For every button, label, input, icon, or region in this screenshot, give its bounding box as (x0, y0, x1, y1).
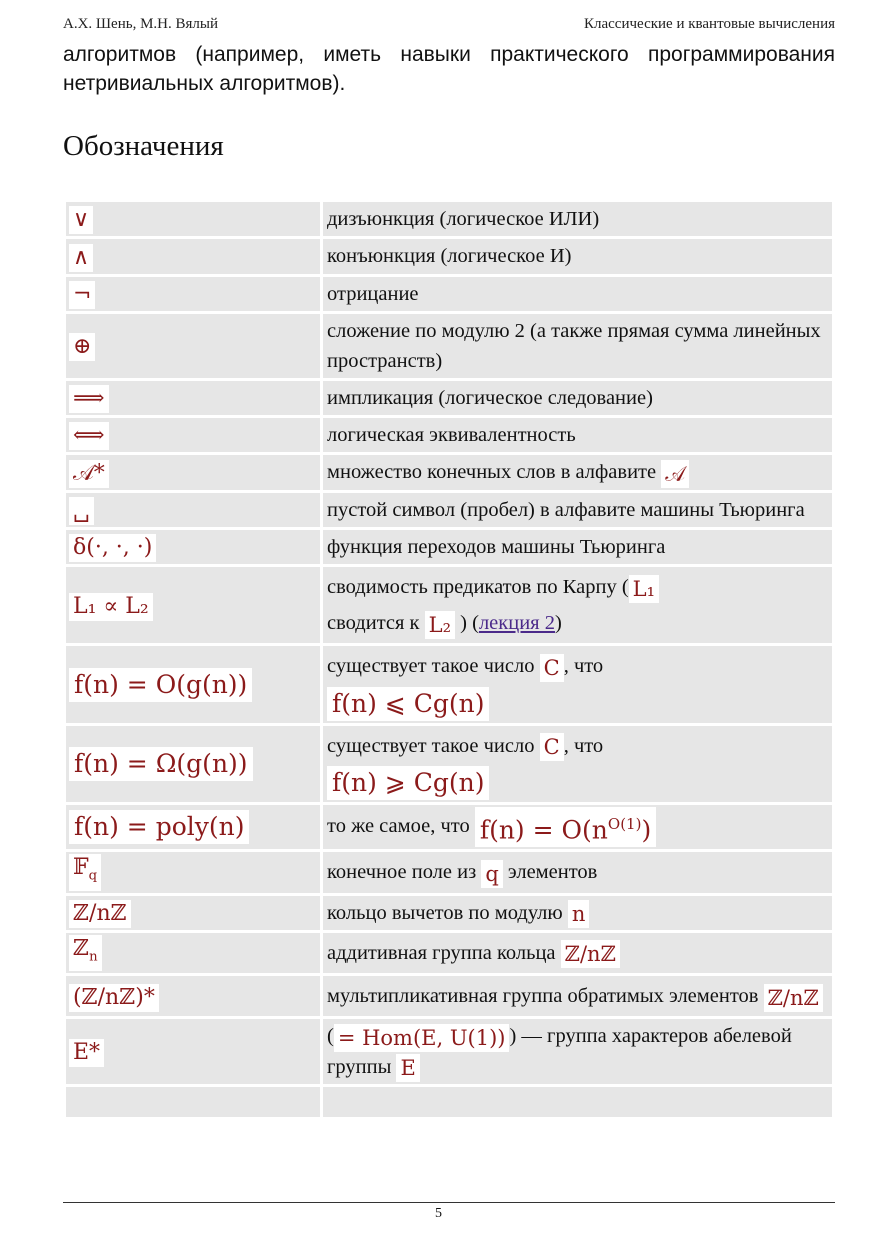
math-symbol: ¬ (69, 281, 95, 309)
description-cell: функция переходов машины Тьюринга (323, 530, 832, 564)
table-row (66, 726, 832, 802)
math-formula: f(n) ⩾ Cg(n) (327, 766, 489, 800)
page-number: 5 (435, 1206, 442, 1221)
symbol-cell (66, 933, 320, 973)
notation-table (63, 199, 835, 1120)
description-text: ) ( (460, 612, 479, 635)
description-cell: логическая эквивалентность (323, 418, 832, 452)
description-cell (323, 567, 832, 643)
intro-paragraph: алгоритмов (например, иметь навыки практического программирования нетривиальных алгоритмов). (63, 43, 835, 95)
math-symbol: ␣ (69, 497, 94, 525)
math-inline: C (540, 733, 564, 761)
table-row (66, 1019, 832, 1084)
table-row (66, 455, 832, 489)
table-row (66, 530, 832, 564)
description-cell (323, 805, 832, 849)
math-symbol: ⟹ (69, 385, 109, 413)
section-title: Обозначения (63, 130, 224, 162)
description-text: конечное поле из (327, 861, 477, 884)
description-text: то же самое, что (327, 814, 470, 837)
table-row (66, 418, 832, 452)
math-symbol: ⊕ (69, 333, 95, 361)
math-symbol: f(n) = O(g(n)) (69, 668, 252, 702)
table-row (66, 277, 832, 311)
description-cell (323, 852, 832, 892)
symbol-cell (66, 976, 320, 1016)
description-cell (323, 976, 832, 1016)
math-symbol (69, 854, 101, 890)
math-formula (475, 807, 656, 847)
description-text: ) (554, 612, 562, 635)
math-inline: L₁ (629, 575, 659, 603)
math-superscript: O(1) (607, 814, 642, 833)
description-cell: пустой символ (пробел) в алфавите машины Тьюринга (323, 493, 832, 527)
math-inline: n (568, 900, 590, 928)
table-row (66, 805, 832, 849)
math-inline: ℤ/nℤ (764, 984, 823, 1012)
description-cell (323, 933, 832, 973)
description-text: кольцо вычетов по модулю (327, 901, 563, 924)
description-cell (323, 1087, 832, 1117)
description-cell (323, 726, 832, 802)
symbol-cell (66, 1087, 320, 1117)
description-cell (323, 646, 832, 722)
math-inline: 𝒜 (661, 460, 689, 488)
description-text: существует такое число (327, 734, 535, 757)
symbol-cell (66, 726, 320, 802)
description-cell (323, 455, 832, 489)
math-symbol-base: 𝔽 (73, 855, 89, 881)
math-symbol (69, 935, 102, 971)
table-row-empty (66, 1087, 832, 1117)
math-symbol: ⟺ (69, 422, 109, 450)
description-cell: импликация (логическое следование) (323, 381, 832, 415)
math-formula: f(n) ⩽ Cg(n) (327, 687, 489, 721)
description-text: существует такое число (327, 655, 535, 678)
math-symbol: L₁ ∝ L₂ (69, 593, 153, 621)
symbol-cell (66, 1019, 320, 1084)
symbol-cell (66, 567, 320, 643)
table-row (66, 381, 832, 415)
math-subscript: q (88, 868, 98, 884)
table-row (66, 202, 832, 236)
math-symbol: f(n) = Ω(g(n)) (69, 747, 253, 781)
math-inline: = Hom(E, U(1)) (334, 1024, 510, 1052)
running-header-authors: А.Х. Шень, М.Н. Вялый (63, 16, 218, 32)
math-symbol: ∨ (69, 206, 93, 234)
math-inline: C (540, 654, 564, 682)
math-symbol: f(n) = poly(n) (69, 810, 249, 844)
math-symbol: ∧ (69, 244, 93, 272)
math-formula-base: f(n) = O(n (479, 815, 608, 845)
symbol-cell (66, 455, 320, 489)
table-row (66, 239, 832, 273)
description-text: аддитивная группа кольца (327, 942, 556, 965)
symbol-cell (66, 493, 320, 527)
description-text: элементов (507, 861, 598, 884)
table-row (66, 493, 832, 527)
running-header-title: Классические и квантовые вычисления (584, 16, 835, 32)
description-text: , что (563, 655, 604, 678)
math-formula-close: ) (641, 815, 652, 845)
description-cell (323, 1019, 832, 1084)
math-inline: q (481, 860, 502, 888)
description-cell: отрицание (323, 277, 832, 311)
description-text: , что (563, 734, 604, 757)
description-cell (323, 896, 832, 930)
description-text: сводится к (327, 612, 420, 635)
table-row (66, 852, 832, 892)
description-text: мультипликативная группа обратимых элементов (327, 985, 759, 1008)
symbol-cell (66, 805, 320, 849)
math-inline: E (396, 1054, 419, 1082)
table-row (66, 976, 832, 1016)
math-subscript: n (89, 949, 98, 965)
description-cell: дизъюнкция (логическое ИЛИ) (323, 202, 832, 236)
math-symbol: E* (69, 1039, 104, 1067)
symbol-cell (66, 646, 320, 722)
table-row (66, 567, 832, 643)
symbol-cell (66, 530, 320, 564)
symbol-cell (66, 277, 320, 311)
math-symbol: ℤ/nℤ (69, 900, 131, 928)
symbol-cell (66, 239, 320, 273)
lecture-2-link[interactable]: лекция 2 (478, 612, 555, 635)
math-inline: ℤ/nℤ (561, 940, 620, 968)
description-cell: сложение по модулю 2 (а также прямая сумма линейных пространств) (323, 314, 832, 378)
description-text: ( (327, 1025, 334, 1048)
math-symbol: 𝒜* (69, 460, 109, 488)
table-row (66, 314, 832, 378)
symbol-cell (66, 202, 320, 236)
table-row (66, 646, 832, 722)
description-text: ) — группа характеров абелевой группы (327, 1025, 792, 1078)
table-row (66, 933, 832, 973)
description-text: множество конечных слов в алфавите (327, 461, 657, 484)
description-cell: конъюнкция (логическое И) (323, 239, 832, 273)
symbol-cell (66, 418, 320, 452)
math-symbol-base: ℤ (73, 935, 90, 961)
symbol-cell (66, 314, 320, 378)
table-row (66, 896, 832, 930)
symbol-cell (66, 381, 320, 415)
symbol-cell (66, 896, 320, 930)
symbol-cell (66, 852, 320, 892)
math-symbol: δ(·, ·, ·) (69, 534, 156, 562)
math-inline: L₂ (425, 611, 455, 639)
footer-divider (63, 1202, 835, 1203)
math-symbol: (ℤ/nℤ)* (69, 984, 159, 1012)
description-text: сводимость предикатов по Карпу ( (327, 576, 629, 599)
